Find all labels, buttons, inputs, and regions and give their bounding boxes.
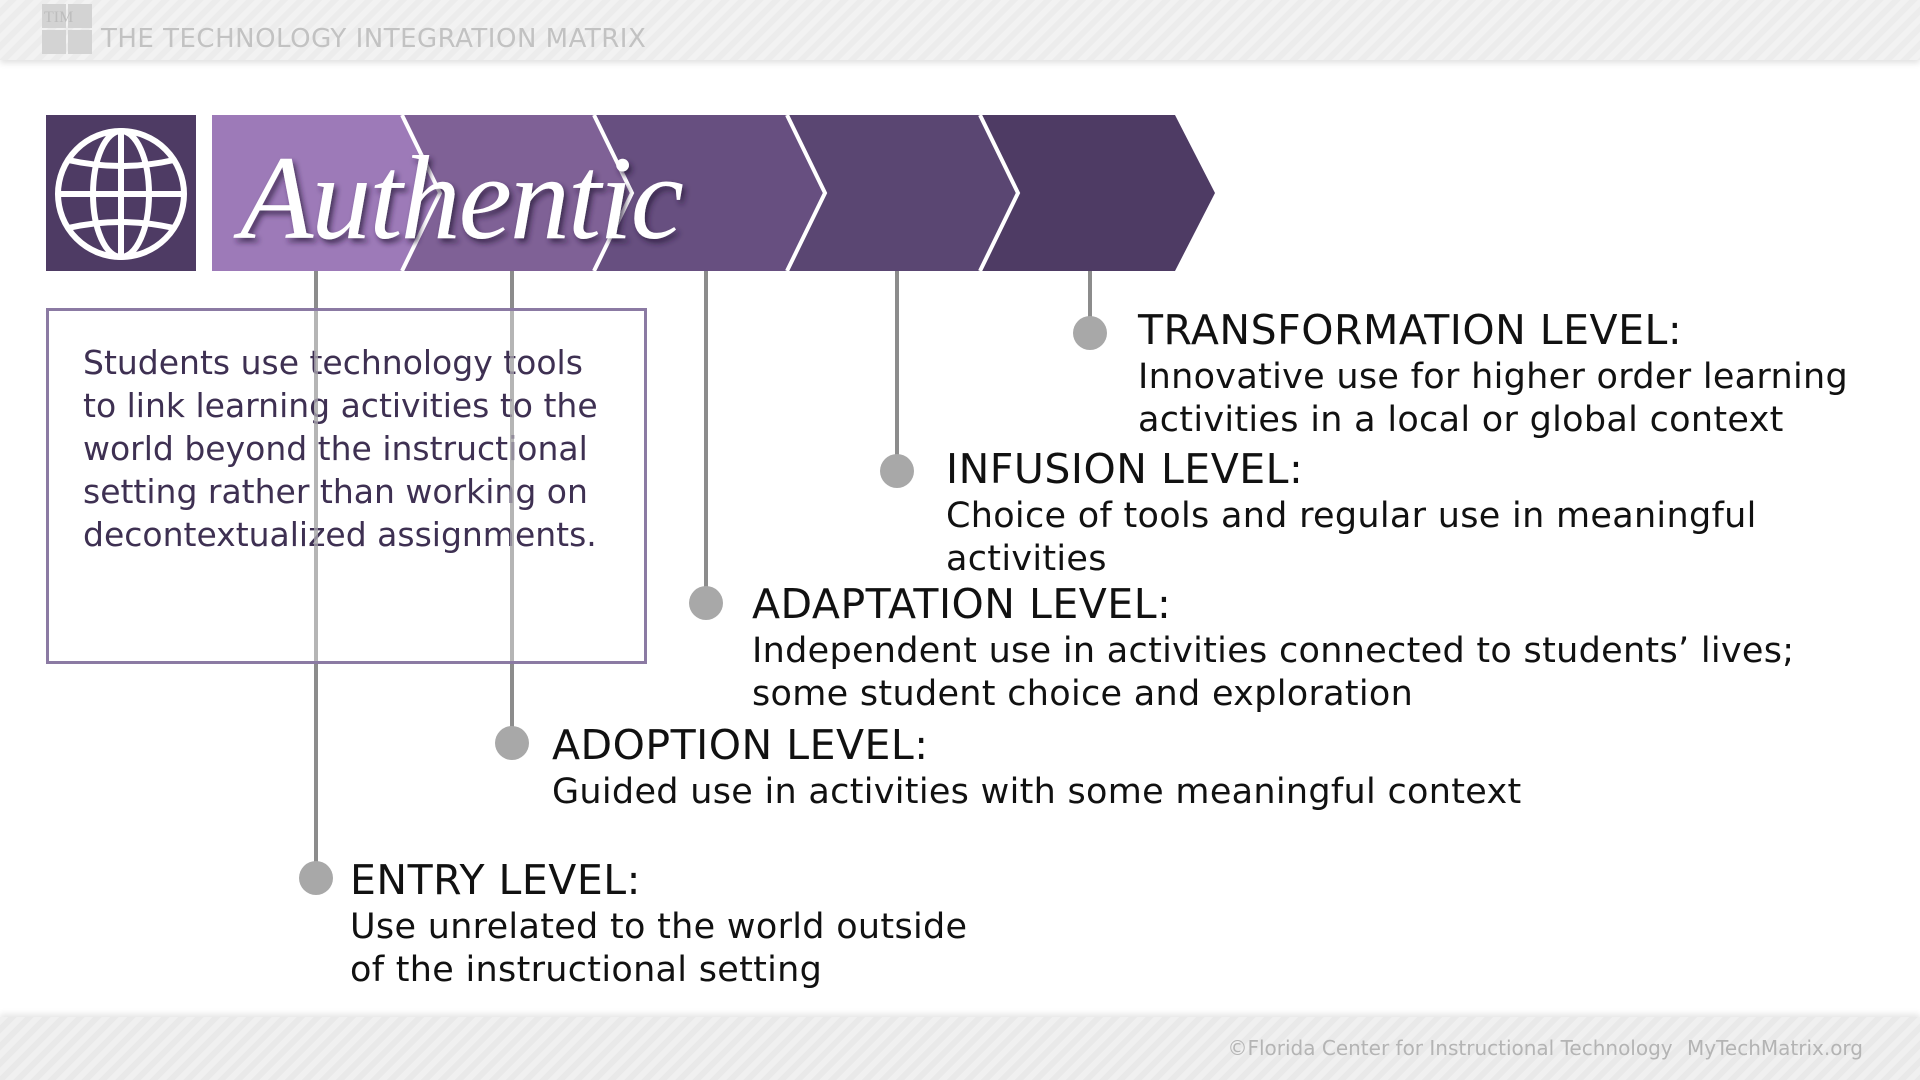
level-desc-entry-line2: of the instructional setting xyxy=(350,950,823,990)
level-desc-adaptation-line1: Independent use in activities connected to students’ lives; xyxy=(752,631,1795,671)
footer-credit xyxy=(1227,1036,1863,1060)
level-desc-adoption-line1: Guided use in activities with some meaningful context xyxy=(552,772,1522,812)
footer-bar xyxy=(0,1017,1920,1080)
level-title-infusion: INFUSION LEVEL: xyxy=(946,445,1304,493)
logo-text: TIM xyxy=(44,9,74,26)
dot-entry xyxy=(299,861,333,895)
footer-site-link[interactable]: MyTechMatrix.org xyxy=(1686,1036,1863,1060)
level-title-transformation: TRANSFORMATION LEVEL: xyxy=(1138,306,1683,354)
header-title: THE TECHNOLOGY INTEGRATION MATRIX xyxy=(101,24,647,54)
description-text: Students use technology tools to link learning activities to the world beyond the instructional setting rather than working on decontextualized assignments. xyxy=(83,343,598,554)
banner-heading: Authentic xyxy=(240,131,682,264)
level-title-entry: ENTRY LEVEL: xyxy=(350,856,641,904)
footer-copyright: ©Florida Center for Instructional Technology xyxy=(1227,1036,1673,1060)
dot-transformation xyxy=(1073,316,1107,350)
level-desc-transformation-line2: activities in a local or global context xyxy=(1138,400,1784,440)
level-title-adaptation: ADAPTATION LEVEL: xyxy=(752,580,1172,628)
globe-icon xyxy=(58,131,184,257)
dot-infusion xyxy=(880,454,914,488)
level-desc-adaptation-line2: some student choice and exploration xyxy=(752,674,1414,714)
level-title-adoption: ADOPTION LEVEL: xyxy=(552,721,929,769)
level-desc-infusion-line1: Choice of tools and regular use in meaningful xyxy=(946,496,1757,536)
dot-adaptation xyxy=(689,586,723,620)
level-desc-infusion-line2: activities xyxy=(946,539,1107,579)
dot-adoption xyxy=(495,726,529,760)
description-box xyxy=(46,308,647,664)
level-desc-transformation-line1: Innovative use for higher order learning xyxy=(1138,357,1848,397)
level-desc-entry-line1: Use unrelated to the world outside xyxy=(350,907,968,947)
